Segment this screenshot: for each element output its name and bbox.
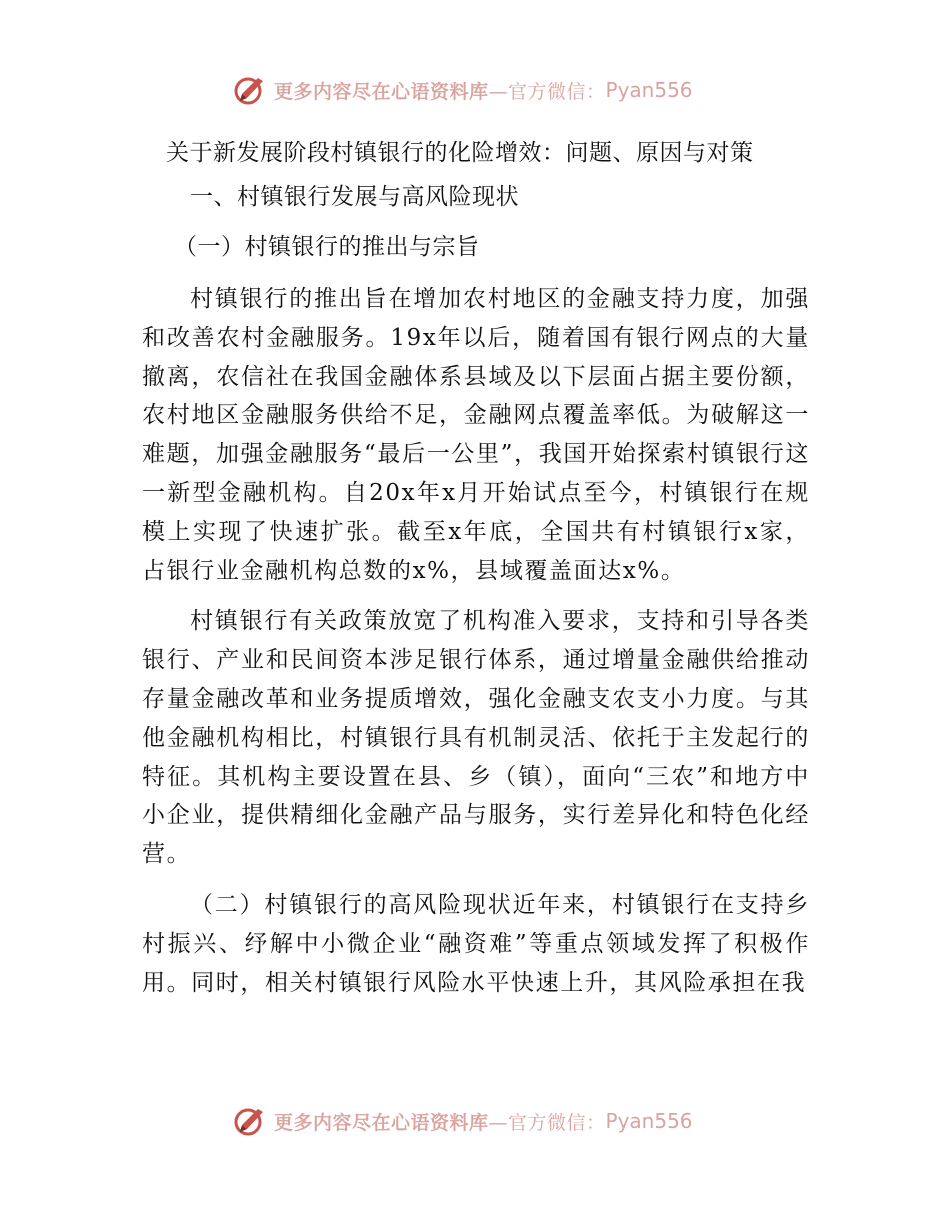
paragraph: 村镇银行有关政策放宽了机构准入要求，支持和引导各类银行、产业和民间资本涉足银行体系，通过增量金融供给推动存量金融改革和业务提质增效，强化金融支农支小力度。与其他金融机构相比，村镇银行具有机制灵活、依托于主发起行的特征。其机构主要设置在县、乡（镇），面向“三农”和地方中小企业，提供精细化金融产品与服务，实行差异化和特色化经营。 bbox=[142, 608, 810, 868]
paragraph: （二）村镇银行的高风险现状近年来，村镇银行在支持乡村振兴、纾解中小微企业“融资难”等重点领域发挥了积极作用。同时，相关村镇银行风险水平快速上升，其风险承担在我 bbox=[142, 891, 810, 996]
watermark-wechat-label: —官方微信： bbox=[488, 80, 606, 103]
watermark-footer bbox=[232, 1103, 693, 1139]
watermark-text: 更多内容尽在心语资料库 bbox=[274, 80, 489, 103]
subsection-heading: （一）村镇银行的推出与宗旨 bbox=[174, 234, 480, 260]
watermark-account: Pyan556 bbox=[605, 1109, 693, 1133]
document-title: 关于新发展阶段村镇银行的化险增效：问题、原因与对策 bbox=[166, 140, 754, 166]
pen-logo-icon bbox=[232, 1103, 268, 1139]
watermark-account: Pyan556 bbox=[605, 78, 693, 102]
paragraph: 村镇银行的推出旨在增加农村地区的金融支持力度，加强和改善农村金融服务。19x年以后，随着国有银行网点的大量撤离，农信社在我国金融体系县域及以下层面占据主要份额，农村地区金融服务供给不足，金融网点覆盖率低。为破解这一难题，加强金融服务“最后一公里”，我国开始探索村镇银行这一新型金融机构。自20x年x月开始试点至今，村镇银行在规模上实现了快速扩张。截至x年底，全国共有村镇银行x家，占银行业金融机构总数的x%，县域覆盖面达x%。 bbox=[142, 286, 810, 584]
watermark-header bbox=[232, 72, 693, 108]
pen-logo-icon bbox=[232, 72, 268, 108]
watermark-text: 更多内容尽在心语资料库 bbox=[274, 1111, 489, 1134]
watermark-wechat-label: —官方微信： bbox=[488, 1111, 606, 1134]
document-body bbox=[142, 138, 810, 1014]
section-heading: 一、村镇银行发展与高风险现状 bbox=[190, 184, 519, 210]
